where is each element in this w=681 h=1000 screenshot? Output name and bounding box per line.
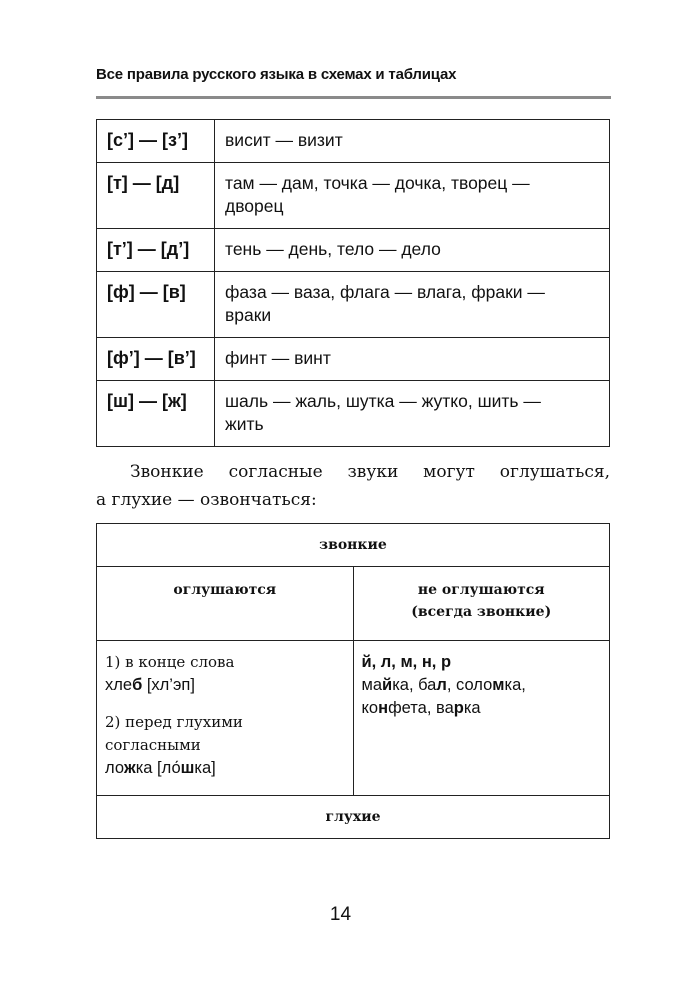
voiceless-footer: глухие xyxy=(97,796,610,839)
example-text: фета, ва xyxy=(388,699,454,717)
highlight-letter: р xyxy=(453,699,464,717)
highlight-letter: ш xyxy=(180,759,195,777)
non-devoicing-header xyxy=(353,567,610,641)
example-cell xyxy=(215,163,610,229)
example-text: ка xyxy=(463,699,481,717)
non-devoicing-header-line1: не оглушаются xyxy=(417,582,545,598)
intro-line-2: а глухие — озвончаться: xyxy=(96,490,317,510)
example-line: там — дам, точка — дочка, творец — xyxy=(225,173,530,193)
header-rule xyxy=(96,96,611,99)
sonorant-examples-line1 xyxy=(362,674,602,697)
voiced-header: звонкие xyxy=(97,524,610,567)
example-line: жить xyxy=(225,414,264,434)
example-1 xyxy=(105,674,345,697)
sonorant-examples-line2 xyxy=(362,697,602,720)
table-row xyxy=(97,163,610,229)
table-row xyxy=(97,567,610,641)
table-row xyxy=(97,524,610,567)
example-text: ко xyxy=(361,699,379,717)
example-text: ка, xyxy=(504,676,526,694)
devoicing-header: оглушаются xyxy=(97,567,354,641)
example-text: , соло xyxy=(446,676,493,694)
sound-pair: [ф’] — [в’] xyxy=(97,338,215,381)
example-text: ма xyxy=(361,676,383,694)
non-devoicing-header-line2: (всегда звонкие) xyxy=(411,604,552,620)
table-row xyxy=(97,641,610,796)
highlight-letter: м xyxy=(492,676,505,694)
always-voiced-cell xyxy=(353,641,610,796)
sonorant-letters: й, л, м, н, р xyxy=(361,653,452,671)
example-cell xyxy=(215,120,610,163)
rule-2-line2: согласными xyxy=(105,736,201,754)
transcription: ка [ло́ xyxy=(135,759,181,777)
example-line: тень — день, тело — дело xyxy=(225,239,441,259)
sound-pair: [с’] — [з’] xyxy=(97,120,215,163)
highlight-letter: ж xyxy=(124,759,136,777)
example-line: финт — винт xyxy=(225,348,331,368)
running-header: Все правила русского языка в схемах и таблицах xyxy=(96,66,457,83)
transcription: [хл’эп] xyxy=(142,676,195,694)
rule-1: 1) в конце слова xyxy=(105,653,235,671)
example-text: ка, ба xyxy=(392,676,437,694)
transcription: ка] xyxy=(194,759,216,777)
example-cell xyxy=(215,381,610,447)
highlight-letter: н xyxy=(378,699,389,717)
sound-pair: [ш] — [ж] xyxy=(97,381,215,447)
example-line: фаза — ваза, флага — влага, фраки — xyxy=(225,282,545,302)
table-row xyxy=(97,381,610,447)
highlight-letter: л xyxy=(436,676,447,694)
sound-pair: [т] — [д] xyxy=(97,163,215,229)
table-row xyxy=(97,796,610,839)
example-cell xyxy=(215,338,610,381)
example-2 xyxy=(105,757,345,780)
table-row xyxy=(97,272,610,338)
table-row xyxy=(97,120,610,163)
example-line: шаль — жаль, шутка — жутко, шить — xyxy=(225,391,541,411)
consonant-pairs-table xyxy=(96,119,610,447)
page-number: 14 xyxy=(329,904,352,925)
intro-paragraph xyxy=(96,458,610,514)
rule-2-line1: 2) перед глухими xyxy=(105,713,243,731)
intro-line-1: Звонкие согласные звуки могут оглушаться, xyxy=(130,462,610,482)
example-cell xyxy=(215,272,610,338)
table-row xyxy=(97,229,610,272)
voiced-consonants-table xyxy=(96,523,610,839)
example-line: дворец xyxy=(225,196,284,216)
table-row xyxy=(97,338,610,381)
example-cell xyxy=(215,229,610,272)
devoicing-rules-cell xyxy=(97,641,354,796)
example-text: хле xyxy=(105,676,133,694)
example-text: ло xyxy=(105,759,124,777)
sound-pair: [т’] — [д’] xyxy=(97,229,215,272)
example-line: враки xyxy=(225,305,272,325)
example-line: висит — визит xyxy=(225,130,343,150)
highlight-letter: б xyxy=(132,676,143,694)
sound-pair: [ф] — [в] xyxy=(97,272,215,338)
highlight-letter: й xyxy=(382,676,393,694)
